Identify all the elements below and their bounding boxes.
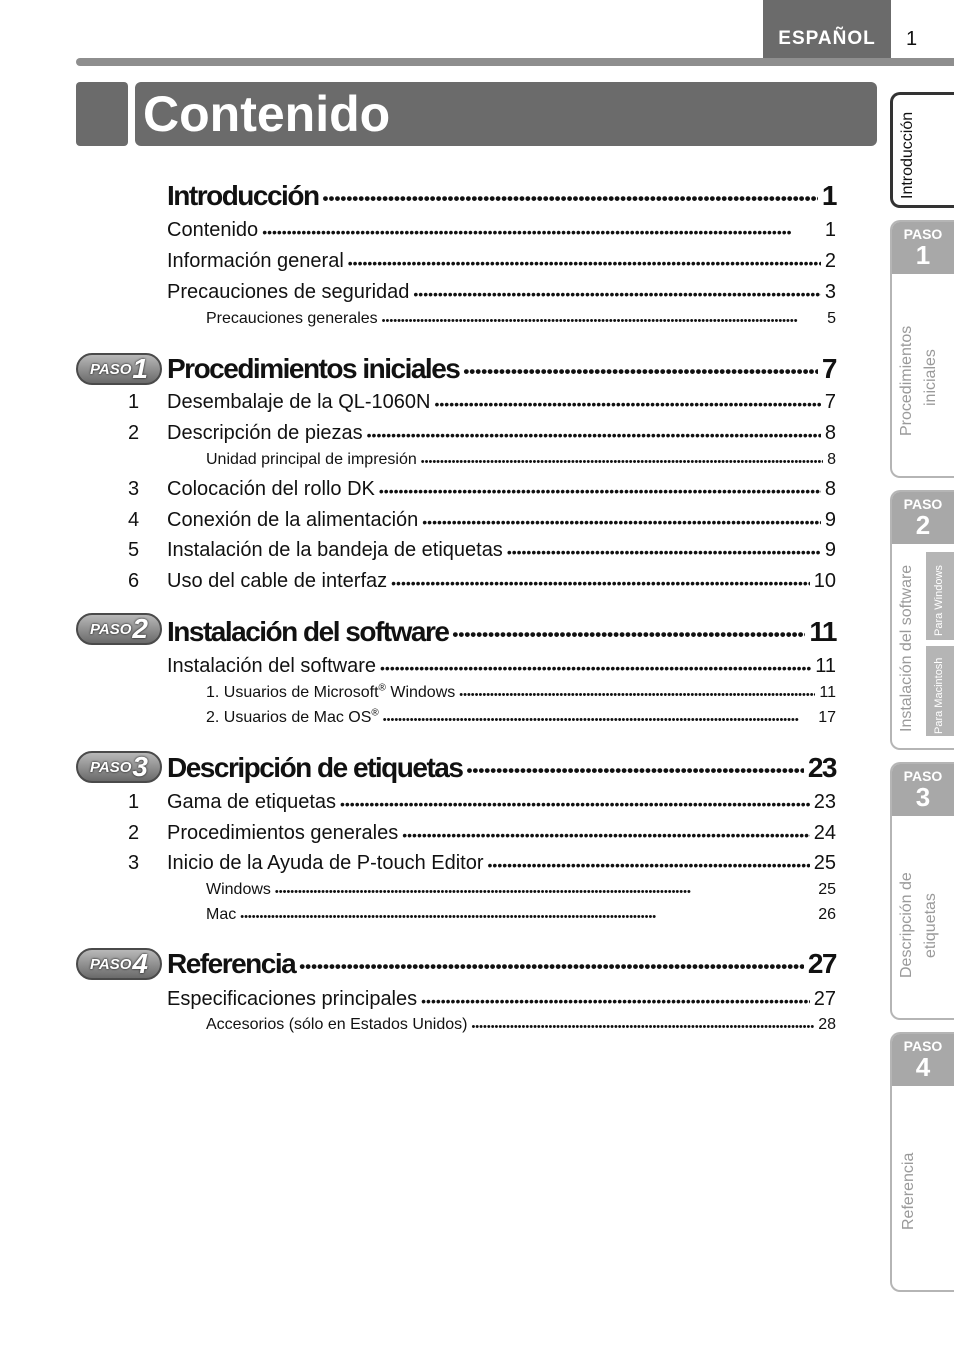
paso-badge-4: PASO 4: [76, 948, 162, 980]
toc-entry[interactable]: Colocación del rollo DK ••••• 8: [167, 476, 836, 502]
toc-subentry[interactable]: Mac ••••• 26: [206, 904, 836, 926]
sidebar-tab-paso1[interactable]: PASO 1 Procedimientos iniciales: [890, 220, 954, 478]
toc-subentry[interactable]: Precauciones generales ••••• 5: [206, 308, 836, 330]
toc-entry[interactable]: Conexión de la alimentación ••••• 9: [167, 507, 836, 533]
toc-entry[interactable]: Descripción de piezas ••••• 8: [167, 420, 836, 446]
toc-entry[interactable]: Desembalaje de la QL-1060N ••••• 7: [167, 389, 836, 415]
page-title: Contenido: [143, 86, 391, 142]
toc-subentry[interactable]: Accesorios (sólo en Estados Unidos) ••••• 28: [206, 1014, 836, 1036]
toc-entry[interactable]: Procedimientos generales ••••• 24: [167, 820, 836, 846]
section-title: Introducción: [167, 180, 319, 211]
section-page: 1: [821, 180, 836, 211]
toc-subentry[interactable]: Windows ••••• 25: [206, 879, 836, 901]
toc-section-intro[interactable]: [167, 176, 836, 212]
title-bar: [135, 82, 877, 146]
section-page: 27: [807, 948, 836, 979]
sidebar-mac-box: Para Macintosh: [926, 646, 954, 736]
section-title: Instalación del software: [167, 616, 449, 647]
toc-section-paso4[interactable]: [167, 944, 836, 980]
section-title: Descripción de etiquetas: [167, 752, 463, 783]
toc-section-paso1[interactable]: [167, 349, 836, 385]
sidebar-tab-intro[interactable]: [890, 92, 954, 208]
paso-badge-2: PASO 2: [76, 613, 162, 645]
toc-entry[interactable]: Contenido ••••• 1: [167, 217, 836, 243]
sidebar-tab-paso4[interactable]: PASO 4 Referencia: [890, 1032, 954, 1292]
header-rule: [76, 58, 954, 66]
toc-entry[interactable]: Información general ••••• 2: [167, 248, 836, 274]
section-title: Referencia: [167, 948, 296, 979]
paso-badge-1: PASO 1: [76, 353, 162, 385]
language-label: ESPAÑOL: [778, 28, 876, 49]
toc-entry[interactable]: Gama de etiquetas ••••• 23: [167, 789, 836, 815]
toc-section-paso3[interactable]: [167, 748, 836, 784]
sidebar-tab-paso3[interactable]: PASO 3 Descripción de etiquetas: [890, 762, 954, 1020]
page-number: 1: [906, 28, 918, 50]
paso-badge-3: PASO 3: [76, 751, 162, 783]
toc-subentry[interactable]: Unidad principal de impresión ••••• 8: [206, 449, 836, 471]
toc-entry[interactable]: Inicio de la Ayuda de P-touch Editor ••••• 25: [167, 850, 836, 876]
toc-entry[interactable]: Instalación de la bandeja de etiquetas ••••• 9: [167, 537, 836, 563]
sidebar-tab-paso2[interactable]: PASO 2 Instalación del software Para Windows Para Macintosh: [890, 490, 954, 750]
section-page: 7: [821, 353, 836, 384]
toc-entry[interactable]: Instalación del software ••••• 11: [167, 653, 836, 679]
toc-subentry[interactable]: 1. Usuarios de Microsoft® Windows ••••• 11: [206, 682, 836, 704]
toc-entry[interactable]: Precauciones de seguridad ••••• 3: [167, 279, 836, 305]
toc-subentry[interactable]: 2. Usuarios de Mac OS® ••••• 17: [206, 707, 836, 729]
section-page: 11: [809, 616, 836, 647]
section-page: 23: [807, 752, 836, 783]
toc-entry[interactable]: Especificaciones principales ••••• 27: [167, 986, 836, 1012]
sidebar-intro-label: Introducción: [899, 111, 916, 199]
toc-entry[interactable]: Uso del cable de interfaz ••••• 10: [167, 568, 836, 594]
sidebar-windows-box: Para Windows: [926, 552, 954, 640]
language-tab: [763, 0, 891, 58]
title-square: [76, 82, 128, 146]
toc-section-paso2[interactable]: [167, 612, 836, 648]
section-title: Procedimientos iniciales: [167, 353, 460, 384]
